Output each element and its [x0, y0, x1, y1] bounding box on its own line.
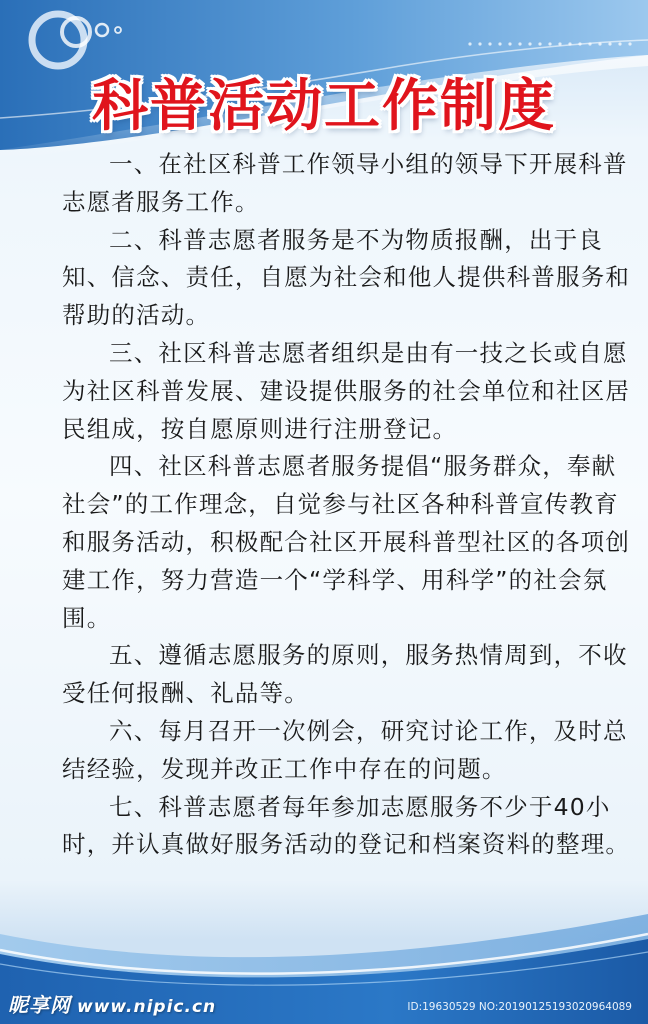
watermark-brand: [8, 989, 216, 1018]
rule-paragraph-6: 六、每月召开一次例会，研究讨论工作，及时总结经验，发现并改正工作中存在的问题。: [62, 716, 628, 783]
watermark-site: www.nipic.cn: [77, 997, 217, 1017]
document-body: [62, 146, 632, 864]
rule-paragraph-1: 一、在社区科普工作领导小组的领导下开展科普志愿者服务工作。: [62, 150, 628, 216]
watermark-brand-name: 昵享网: [8, 993, 71, 1017]
rule-paragraph-2: 二、科普志愿者服务是不为物质报酬，出于良知、信念、责任，自愿为社会和他人提供科普服务和帮助的活动。: [62, 225, 631, 330]
watermark-id: ID:19630529 NO:20190125193020964089: [407, 1001, 632, 1013]
rule-paragraph-3: 三、社区科普志愿者组织是由有一技之长或自愿为社区科普发展、建设提供服务的社会单位和社区居民组成，按自愿原则进行注册登记。: [62, 338, 631, 443]
rule-paragraph-5: 五、遵循志愿服务的原则，服务热情周到，不收受任何报酬、礼品等。: [62, 641, 628, 708]
page-title: 科普活动工作制度: [92, 74, 556, 139]
rule-paragraph-4: 四、社区科普志愿者服务提倡“服务群众，奉献社会”的工作理念，自觉参与社区各种科普宣传教育和服务活动，积极配合社区开展科普型社区的各项创建工作，努力营造一个“学科学、用科学”的社会氛围。: [62, 452, 631, 632]
rule-paragraph-7: 七、科普志愿者每年参加志愿服务不少于40小时，并认真做好服务活动的登记和档案资料的整理。: [62, 792, 631, 859]
